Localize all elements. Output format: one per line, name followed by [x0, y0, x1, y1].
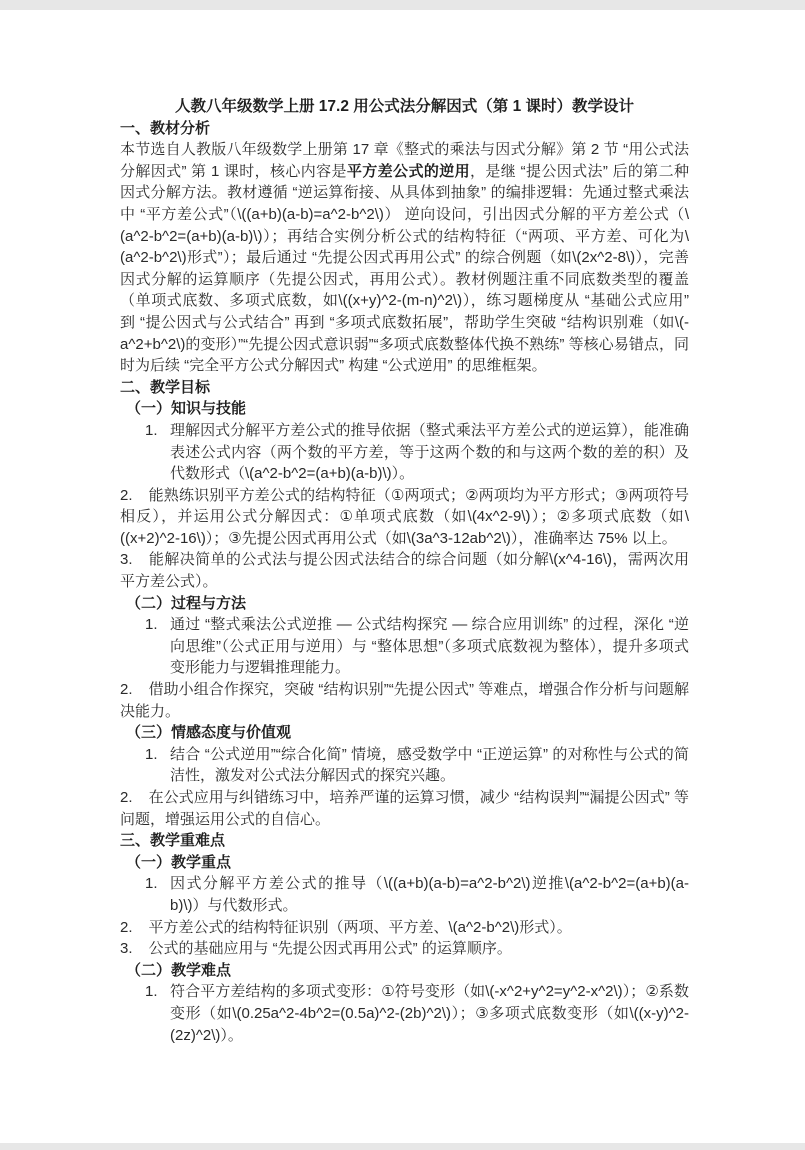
list-item-text: 借助小组合作探究，突破 “结构识别”“先提公因式” 等难点，增强合作分析与问题解决能力。 [120, 681, 689, 720]
section-heading-key-difficult-points: 三、教学重难点 [120, 832, 226, 850]
list-item-number: 1. [145, 616, 158, 634]
list-item-number: 2. [120, 681, 133, 699]
list-item [120, 787, 689, 830]
subheading-process-methods: （二）过程与方法 [126, 594, 247, 612]
list-item-text: 符合平方差结构的多项式变形：①符号变形（如\(-x^2+y^2=y^2-x^2\)）；②系数变形（如\(0.25a^2-4b^2=(0.5a)^2-(2b)^2\)）；③多项式底数变形（如\((x-y)^2-(2z)^2\)）。 [170, 983, 689, 1044]
list-item-number: 3. [120, 940, 133, 958]
list-item [120, 744, 689, 787]
section-heading-material-analysis: 一、教材分析 [120, 119, 211, 137]
list-item-text: 能熟练识别平方差公式的结构特征（①两项式；②两项均为平方形式；③两项符号相反），并运用公式分解因式：①单项式底数（如\(4x^2-9\)）；②多项式底数（如\((x+2)^2-16\)）；③先提公因式再用公式（如\(3a^3-12ab^2\)），准确率达 75% 以上。 [120, 486, 689, 547]
subheading-teaching-key-points: （一）教学重点 [126, 853, 232, 871]
list-item-number: 2. [120, 789, 133, 806]
list-item [120, 679, 689, 722]
list-item-number: 1. [145, 983, 158, 1001]
document-page [0, 10, 805, 1143]
page-title: 人教八年级数学上册 17.2 用公式法分解因式（第 1 课时）教学设计 [174, 98, 634, 115]
list-item-text: 平方差公式的结构特征识别（两项、平方差、\(a^2-b^2\)形式）。 [148, 918, 572, 936]
section-heading-teaching-goals: 二、教学目标 [120, 378, 211, 396]
list-item-text: 在公式应用与纠错练习中，培养严谨的运算习惯，减少 “结构误判”“漏提公因式” 等问题，增强运用公式的自信心。 [120, 789, 689, 828]
list-item [120, 485, 689, 550]
list-item-text: 公式的基础应用与 “先提公因式再用公式” 的运算顺序。 [148, 940, 512, 958]
list-item [120, 420, 689, 485]
list-item-text: 理解因式分解平方差公式的推导依据（整式乘法平方差公式的逆运算），能准确表述公式内容（两个数的平方差，等于这两个数的和与这两个数的差的积）及代数形式（\(a^2-b^2=(a+b)(a-b)\)）。 [170, 421, 689, 483]
subheading-teaching-difficult-points: （二）教学难点 [126, 961, 232, 979]
list-item-text: 通过 “整式乘法公式逆推 — 公式结构探究 — 综合应用训练” 的过程，深化 “逆向思维”（公式正用与逆用）与 “整体思想”（多项式底数视为整体），提升多项式变形能力与逻辑推理能力。 [170, 616, 689, 677]
subheading-knowledge-skills: （一）知识与技能 [126, 400, 247, 418]
list-item [120, 549, 689, 592]
list-item-number: 1. [145, 745, 158, 763]
subheading-emotion-values: （三）情感态度与价值观 [126, 724, 292, 742]
list-item [120, 981, 689, 1046]
list-item-number: 2. [120, 918, 133, 936]
analysis-text-lead: 本节选自人教版八年级数学上册第 17 章《整式的乘法与因式分解》第 2 节 “用公式法分解因式” 第 1 课时，核心内容是 [120, 141, 689, 180]
analysis-text-rest: ，是继 “提公因式法” 后的第二种因式分解方法。教材遵循 “逆运算衔接、从具体到抽象” 的编排逻辑：先通过整式乘法中 “平方差公式”（\((a+b)(a-b)=a^2-b^2\)） 逆向设问，引出因式分解的平方差公式（\(a^2-b^2=(a+b)(a-b)\)）；再结合实例分析公式的结构特征（“两项、平方差、可化为\(a^2-b^2\)形式”）；最后通过 “先提公因式再用公式” 的综合例题（如\(2x^2-8\)），完善因式分解的运算顺序（先提公因式，再用公式）。教材例题注重不同底数类型的覆盖（单项式底数、多项式底数，如\((x+y)^2-(m-n)^2\)），练习题梯度从 “基础公式应用” 到 “提公因式与公式结合” 再到 “多项式底数拓展”，帮助学生突破 “结构识别难（如\(-a^2+b^2\)的变形）”“先提公因式意识弱”“多项式底数整体代换不熟练” 等核心易错点，同时为后续 “完全平方公式分解因式” 构建 “公式逆用” 的思维框架。 [120, 162, 689, 375]
list-item [120, 938, 689, 960]
list-item-number: 3. [120, 551, 133, 569]
list-item [120, 873, 689, 916]
list-item-number: 1. [145, 875, 158, 893]
analysis-bold-phrase: 平方差公式的逆用 [346, 162, 470, 180]
material-analysis-paragraph [120, 139, 689, 377]
list-item-number: 1. [145, 421, 158, 439]
list-item-text: 因式分解平方差公式的推导（\((a+b)(a-b)=a^2-b^2\)逆推\(a^2-b^2=(a+b)(a-b)\)）与代数形式。 [170, 875, 689, 914]
list-item [120, 917, 689, 939]
list-item [120, 614, 689, 679]
list-item-number: 2. [120, 486, 133, 504]
list-item-text: 能解决简单的公式法与提公因式法结合的综合问题（如分解\(x^4-16\)，需两次用平方差公式）。 [120, 551, 689, 591]
list-item-text: 结合 “公式逆用”“综合化简” 情境，感受数学中 “正逆运算” 的对称性与公式的简洁性，激发对公式法分解因式的探究兴趣。 [170, 745, 689, 785]
